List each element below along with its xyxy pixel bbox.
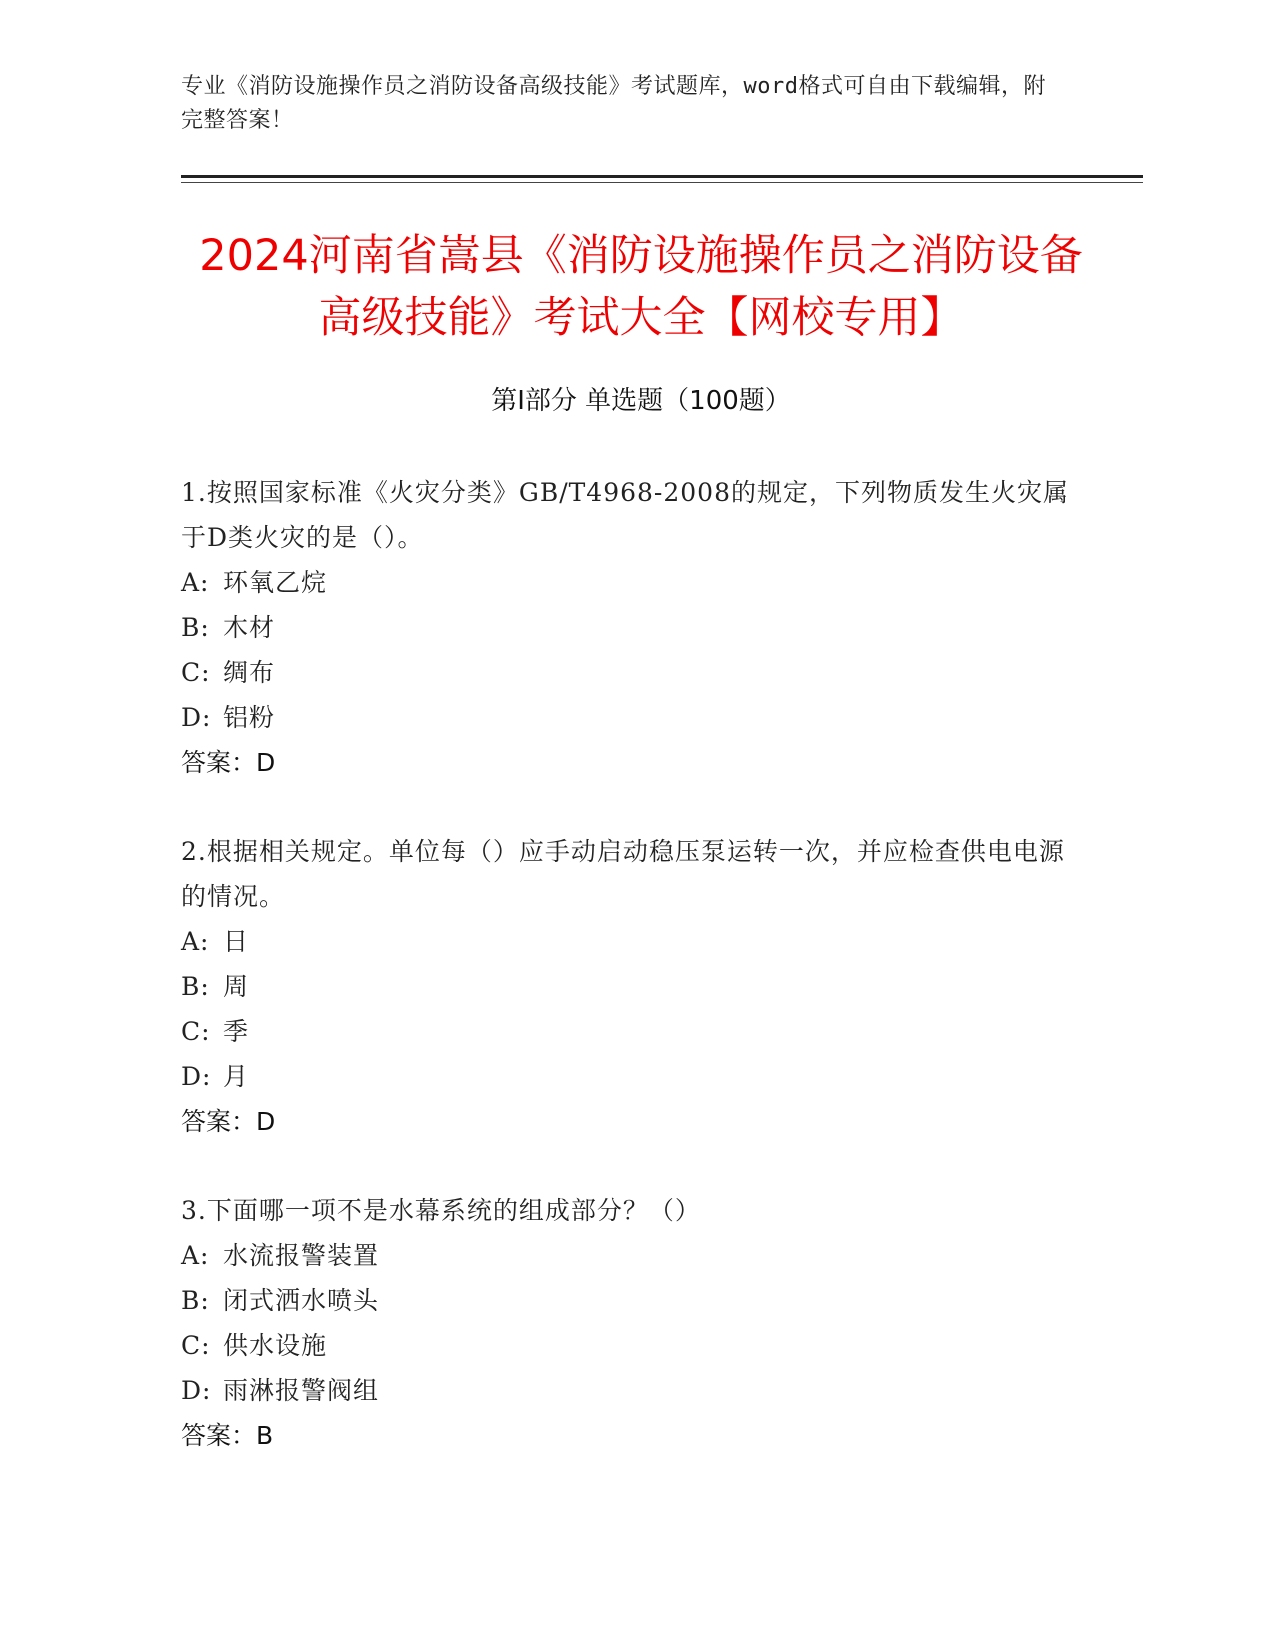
option-letter: C: — [181, 1017, 211, 1046]
option-text: 闭式洒水喷头 — [223, 1286, 380, 1315]
option-a — [181, 1233, 1081, 1278]
option-letter: D: — [181, 1062, 212, 1091]
document-title: 2024河南省嵩县《消防设施操作员之消防设备高级技能》考试大全【网校专用】 — [199, 231, 1083, 343]
option-letter: C: — [181, 1331, 211, 1360]
option-text: 木材 — [223, 613, 276, 642]
option-d — [181, 1368, 1081, 1413]
header-rule-thick — [181, 175, 1143, 178]
answer-line: 答案：D — [181, 748, 276, 777]
option-text: 绸布 — [223, 658, 276, 687]
option-text: 环氧乙烷 — [223, 568, 328, 597]
question-stem: 2.根据相关规定。单位每（）应手动启动稳压泵运转一次，并应检查供电电源的情况。 — [181, 837, 1065, 911]
option-letter: A: — [181, 568, 210, 597]
answer-line: 答案：B — [181, 1421, 274, 1450]
option-b — [181, 964, 1081, 1009]
option-text: 铝粉 — [223, 703, 276, 732]
option-text: 雨淋报警阀组 — [223, 1376, 380, 1405]
option-letter: D: — [181, 703, 212, 732]
option-letter: B: — [181, 613, 210, 642]
section-heading: 第I部分 单选题（100题） — [491, 386, 791, 416]
option-a — [181, 560, 1081, 605]
option-d — [181, 695, 1081, 740]
option-a — [181, 919, 1081, 964]
option-c — [181, 650, 1081, 695]
option-letter: C: — [181, 658, 211, 687]
option-letter: B: — [181, 1286, 210, 1315]
option-text: 季 — [223, 1017, 250, 1046]
option-text: 日 — [223, 927, 250, 956]
option-d — [181, 1054, 1081, 1099]
header-rule-thin — [181, 182, 1143, 183]
option-c — [181, 1009, 1081, 1054]
option-text: 月 — [223, 1062, 250, 1091]
question-stem: 3.下面哪一项不是水幕系统的组成部分？（） — [181, 1196, 701, 1225]
option-text: 水流报警装置 — [223, 1241, 380, 1270]
question-2 — [181, 829, 1081, 1144]
answer-line: 答案：D — [181, 1107, 276, 1136]
option-letter: D: — [181, 1376, 212, 1405]
option-c — [181, 1323, 1081, 1368]
option-b — [181, 605, 1081, 650]
option-letter: A: — [181, 927, 210, 956]
question-list — [181, 470, 1081, 1502]
option-b — [181, 1278, 1081, 1323]
option-text: 周 — [223, 972, 250, 1001]
question-stem: 1.按照国家标准《火灾分类》GB/T4968-2008的规定，下列物质发生火灾属于D类火灾的是（）。 — [181, 478, 1069, 552]
question-1 — [181, 470, 1081, 785]
question-3 — [181, 1188, 1081, 1458]
header-note: 专业《消防设施操作员之消防设备高级技能》考试题库，word格式可自由下载编辑，附完整答案！ — [181, 74, 1046, 133]
option-letter: B: — [181, 972, 210, 1001]
option-text: 供水设施 — [223, 1331, 328, 1360]
option-letter: A: — [181, 1241, 210, 1270]
